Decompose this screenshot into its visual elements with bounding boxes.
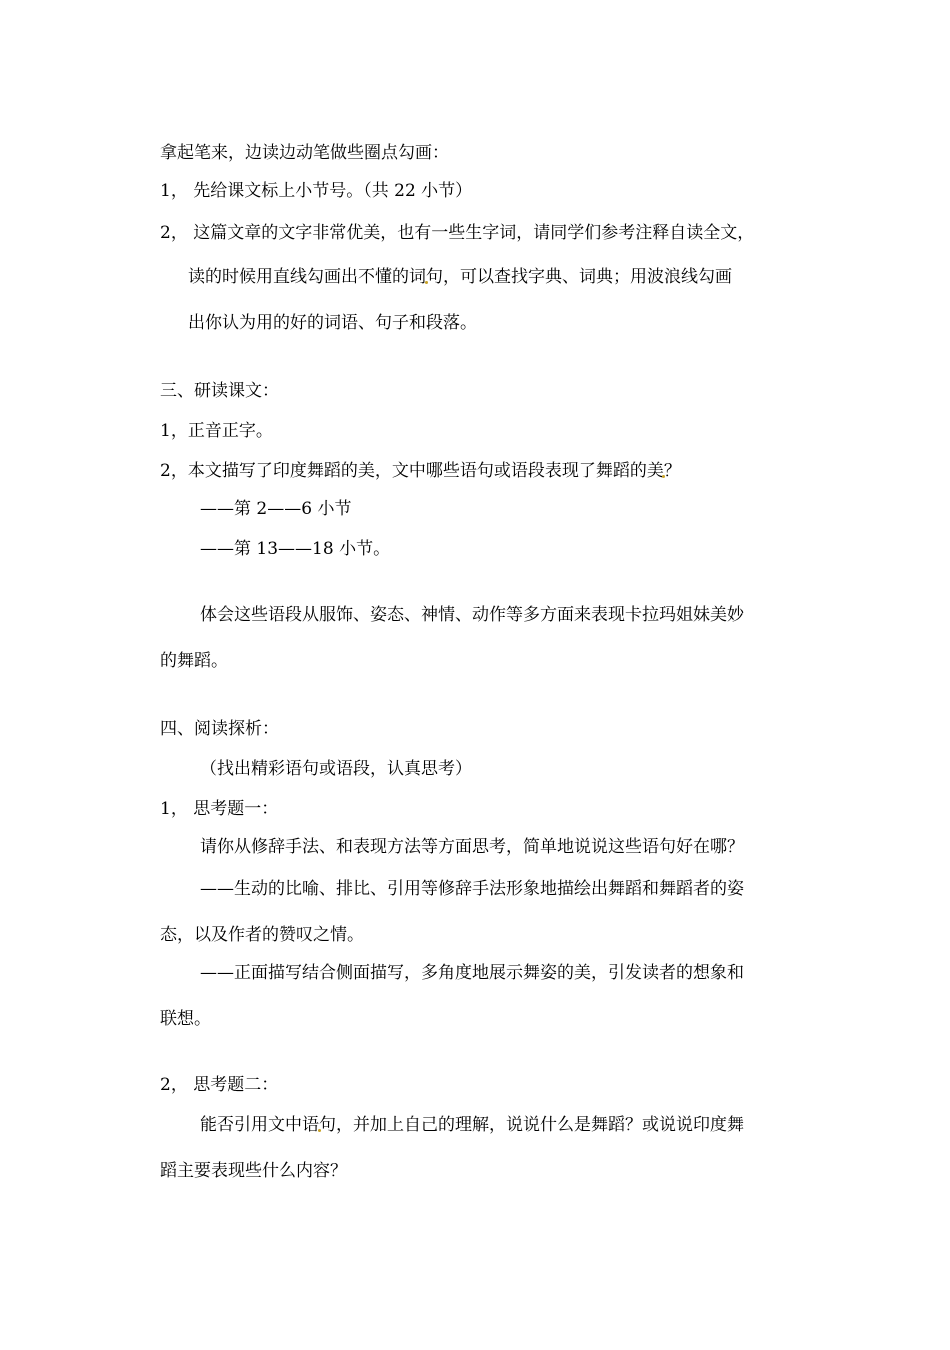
section-3-item-2: [160, 460, 681, 482]
question-1-answer-1-line-1: ——生动的比喻、排比、引用等修辞手法形象地描绘出舞蹈和舞蹈者的姿: [200, 879, 744, 899]
intro-item-2-line-3: 出你认为用的好的词语、句子和段落。: [188, 313, 477, 333]
section-3-heading: 三、研读课文：: [160, 381, 279, 401]
question-1-prompt: 请你从修辞手法、和表现方法等方面思考，简单地说说这些语句好在哪？: [200, 837, 744, 857]
question-2-label: 2， 思考题二：: [160, 1075, 279, 1095]
question-1-answer-1-line-2: 态，以及作者的赞叹之情。: [160, 925, 364, 945]
section-3-item-1: 1，正音正字。: [160, 421, 273, 441]
section-3-summary-line-2: 的舞蹈。: [160, 651, 228, 671]
intro-item-2-line-1: 2， 这篇文章的文字非常优美，也有一些生字词，请同学们参考注释自读全文，: [160, 223, 755, 243]
question-2-prompt-line-2: 蹈主要表现些什么内容？: [160, 1161, 347, 1181]
section-4-heading: 四、阅读探析：: [160, 719, 279, 739]
intro-item-2-line-2-part-a: 读的时候用直线勾画出不懂的词: [188, 267, 426, 287]
section-3-item-2-part-b: ？: [663, 461, 681, 481]
section-3-summary-line-1: 体会这些语段从服饰、姿态、神情、动作等多方面来表现卡拉玛姐妹美妙: [200, 605, 744, 625]
question-2-prompt-line-1: [200, 1114, 744, 1136]
intro-item-2-line-2-part-b: 句，可以查找字典、词典；用波浪线勾画: [426, 267, 732, 287]
question-1-label: 1， 思考题一：: [160, 799, 279, 819]
question-1-answer-2-line-2: 联想。: [160, 1009, 211, 1029]
question-2-prompt-part-b: 句，并加上自己的理解，说说什么是舞蹈？或说说印度舞: [319, 1115, 744, 1135]
intro-heading: 拿起笔来，边读边动笔做些圈点勾画：: [160, 143, 449, 163]
section-3-item-2-part-a: 2，本文描写了印度舞蹈的美，文中哪些语句或语段表现了舞蹈的美: [160, 461, 664, 481]
section-3-answer-1: ——第 2——6 小节: [200, 499, 352, 519]
intro-item-2-line-2: [188, 266, 732, 288]
question-2-prompt-part-a: 能否引用文中语: [200, 1115, 319, 1135]
section-3-answer-2: ——第 13——18 小节。: [200, 539, 391, 559]
intro-item-1: 1， 先给课文标上小节号。（共 22 小节）: [160, 181, 473, 201]
question-1-answer-2-line-1: ——正面描写结合侧面描写，多角度地展示舞姿的美，引发读者的想象和: [200, 963, 744, 983]
section-4-instruction: （找出精彩语句或语段，认真思考）: [200, 759, 472, 779]
